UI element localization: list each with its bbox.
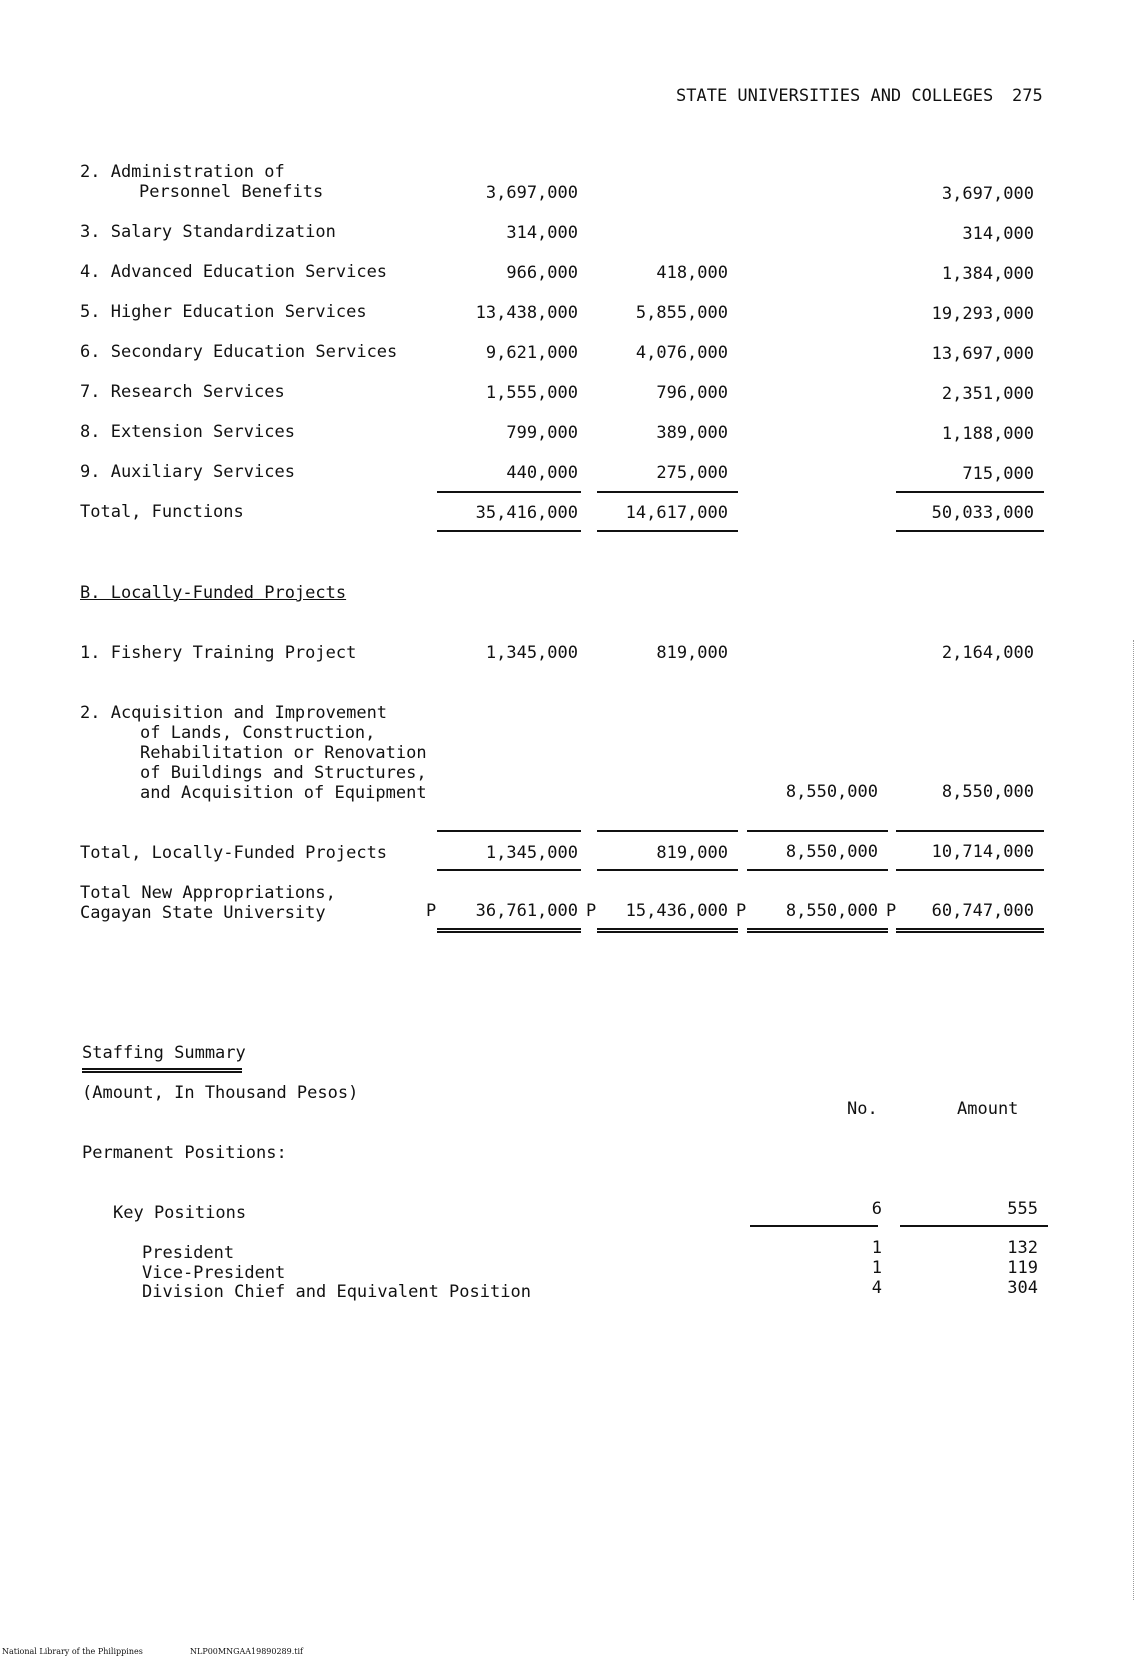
peso-sign: P [426, 901, 437, 921]
position-no: 4 [871, 1278, 882, 1298]
row-label: 9. Auxiliary Services [80, 462, 295, 482]
subtotal-rule [437, 869, 581, 871]
subtotal-rule [437, 830, 581, 832]
peso-sign: P [586, 901, 597, 921]
footer-library: National Library of the Philippines [2, 1647, 143, 1656]
total-locally-label: Total, Locally-Funded Projects [80, 843, 388, 863]
row-label: 6. Secondary Education Services [80, 342, 398, 362]
grand-total-label-line2: Cagayan State University [80, 903, 326, 923]
row-value-col1: 1,555,000 [485, 383, 578, 403]
key-positions-amount: 555 [1007, 1199, 1038, 1219]
row-value-total: 2,351,000 [941, 384, 1034, 404]
position-no: 1 [871, 1238, 882, 1258]
fishery-total: 2,164,000 [941, 643, 1034, 663]
subtotal-rule [896, 830, 1044, 832]
row-value-col2: 389,000 [656, 423, 728, 443]
total-locally-col1: 1,345,000 [485, 843, 578, 863]
acquisition-label-line: of Buildings and Structures, [140, 763, 427, 783]
permanent-positions-label: Permanent Positions: [82, 1143, 287, 1163]
grand-total-double-rule [437, 928, 581, 933]
grand-total-double-rule [747, 928, 888, 933]
staffing-heading-double-rule [82, 1068, 242, 1073]
subtotal-rule [896, 491, 1044, 493]
staffing-heading: Staffing Summary [82, 1043, 246, 1063]
position-no: 1 [871, 1258, 882, 1278]
grand-total-double-rule [896, 928, 1044, 933]
position-label: Vice-President [142, 1263, 286, 1283]
grand-total-total: 60,747,000 [931, 901, 1034, 921]
running-header-title: STATE UNIVERSITIES AND COLLEGES [676, 86, 994, 106]
staffing-subtotal-rule [750, 1225, 878, 1227]
row-value-col1: 9,621,000 [485, 343, 578, 363]
row-value-total: 1,384,000 [941, 264, 1034, 284]
row-value-col1: 13,438,000 [475, 303, 578, 323]
row-label: 3. Salary Standardization [80, 222, 336, 242]
subtotal-rule [747, 830, 888, 832]
total-functions-col1: 35,416,000 [475, 503, 578, 523]
grand-total-col1: 36,761,000 [475, 901, 578, 921]
subtotal-rule [896, 530, 1044, 532]
row-label: 5. Higher Education Services [80, 302, 367, 322]
row-value-col1: 314,000 [506, 223, 578, 243]
row-value-col1: 799,000 [506, 423, 578, 443]
total-locally-col2: 819,000 [656, 843, 728, 863]
row-value-col2: 418,000 [656, 263, 728, 283]
row-value-col2: 5,855,000 [635, 303, 728, 323]
row-value-total: 314,000 [962, 224, 1034, 244]
page-number: 275 [1012, 86, 1043, 106]
total-functions-col2: 14,617,000 [625, 503, 728, 523]
staffing-subheading: (Amount, In Thousand Pesos) [82, 1083, 359, 1103]
position-amount: 132 [1007, 1238, 1038, 1258]
row-value-total: 715,000 [962, 464, 1034, 484]
subtotal-rule [597, 869, 738, 871]
row-label-line2: Personnel Benefits [139, 182, 324, 202]
subtotal-rule [747, 869, 888, 871]
acquisition-label-line: of Lands, Construction, [140, 723, 376, 743]
row-value-col1: 3,697,000 [485, 183, 578, 203]
scan-edge-mark [1133, 640, 1134, 1600]
row-value-col1: 966,000 [506, 263, 578, 283]
section-heading: B. Locally-Funded Projects [80, 583, 347, 603]
footer-file: NLP00MNGAA19890289.tif [190, 1647, 304, 1656]
total-locally-col3: 8,550,000 [785, 842, 878, 862]
peso-sign: P [886, 901, 897, 921]
subtotal-rule [437, 491, 581, 493]
acquisition-label-line: and Acquisition of Equipment [140, 783, 427, 803]
position-label: Division Chief and Equivalent Position [142, 1282, 531, 1302]
row-label: 4. Advanced Education Services [80, 262, 388, 282]
grand-total-col2: 15,436,000 [625, 901, 728, 921]
grand-total-col3: 8,550,000 [785, 901, 878, 921]
key-positions-label: Key Positions [113, 1203, 247, 1223]
position-amount: 119 [1007, 1258, 1038, 1278]
acquisition-col3: 8,550,000 [785, 782, 878, 802]
total-functions-total: 50,033,000 [931, 503, 1034, 523]
staffing-subtotal-rule [900, 1225, 1048, 1227]
fishery-col2: 819,000 [656, 643, 728, 663]
col-header-no: No. [847, 1099, 878, 1119]
total-locally-total: 10,714,000 [931, 842, 1034, 862]
fishery-label: 1. Fishery Training Project [80, 643, 357, 663]
row-value-total: 13,697,000 [931, 344, 1034, 364]
position-label: President [142, 1243, 235, 1263]
total-functions-label: Total, Functions [80, 502, 244, 522]
subtotal-rule [597, 830, 738, 832]
row-value-total: 1,188,000 [941, 424, 1034, 444]
peso-sign: P [736, 901, 747, 921]
grand-total-label-line1: Total New Appropriations, [80, 883, 336, 903]
key-positions-no: 6 [871, 1199, 882, 1219]
row-value-col1: 440,000 [506, 463, 578, 483]
row-value-total: 19,293,000 [931, 304, 1034, 324]
row-label-line1: 2. Administration of [80, 162, 285, 182]
grand-total-double-rule [597, 928, 738, 933]
row-value-col2: 275,000 [656, 463, 728, 483]
subtotal-rule [597, 491, 738, 493]
acquisition-label-line: Rehabilitation or Renovation [140, 743, 427, 763]
subtotal-rule [437, 530, 581, 532]
row-value-col2: 4,076,000 [635, 343, 728, 363]
row-value-total: 3,697,000 [941, 184, 1034, 204]
position-amount: 304 [1007, 1278, 1038, 1298]
subtotal-rule [896, 869, 1044, 871]
acquisition-total: 8,550,000 [941, 782, 1034, 802]
subtotal-rule [597, 530, 738, 532]
acquisition-label-line: 2. Acquisition and Improvement [80, 703, 388, 723]
row-label: 7. Research Services [80, 382, 285, 402]
row-value-col2: 796,000 [656, 383, 728, 403]
col-header-amount: Amount [957, 1099, 1019, 1119]
fishery-col1: 1,345,000 [485, 643, 578, 663]
row-label: 8. Extension Services [80, 422, 295, 442]
